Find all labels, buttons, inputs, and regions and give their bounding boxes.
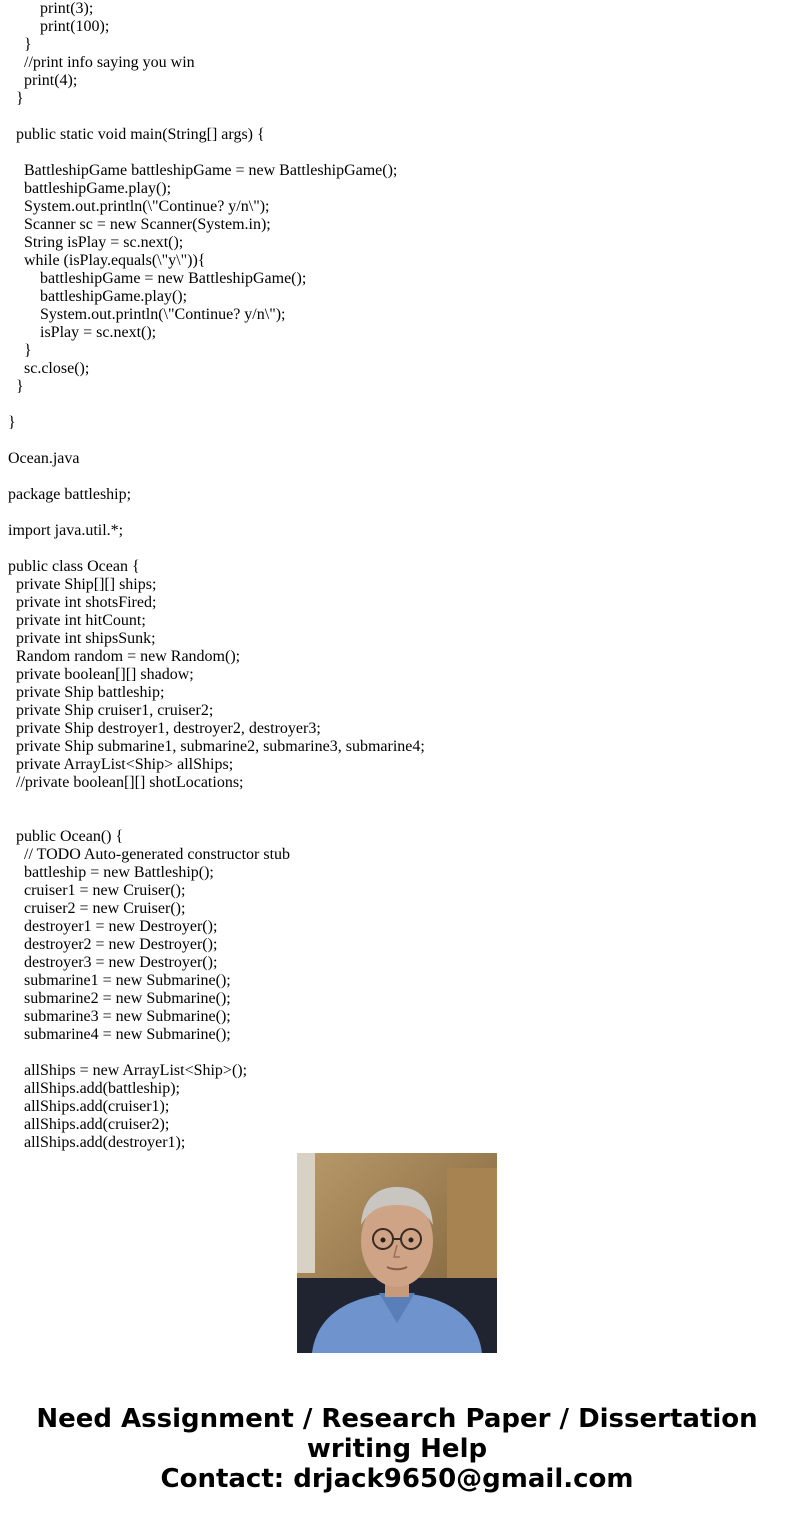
code-line: battleship = new Battleship(); (8, 864, 214, 881)
code-line: // TODO Auto-generated constructor stub (8, 846, 291, 863)
code-line: } (8, 342, 32, 359)
code-line: destroyer2 = new Destroyer(); (8, 936, 218, 953)
code-line: print(3); (8, 0, 94, 17)
code-line: } (8, 36, 32, 53)
promo-line-1: Need Assignment / Research Paper / Dissertation (36, 1404, 758, 1434)
code-line: System.out.println(\"Continue? y/n\"); (8, 306, 286, 323)
code-line: System.out.println(\"Continue? y/n\"); (8, 198, 270, 215)
code-line: private ArrayList<Ship> allShips; (8, 756, 234, 773)
code-line: private int shipsSunk; (8, 630, 156, 647)
promo-line-2: writing Help (306, 1434, 488, 1464)
code-line: allShips.add(battleship); (8, 1080, 180, 1097)
author-avatar (297, 1153, 497, 1353)
code-line: Random random = new Random(); (8, 648, 241, 665)
code-line: allShips.add(cruiser2); (8, 1116, 170, 1133)
code-line: print(4); (8, 72, 78, 89)
code-line: submarine3 = new Submarine(); (8, 1008, 231, 1025)
code-line: } (8, 378, 24, 395)
code-line: battleshipGame.play(); (8, 288, 188, 305)
code-line: submarine2 = new Submarine(); (8, 990, 231, 1007)
code-line: allShips = new ArrayList<Ship>(); (8, 1062, 248, 1079)
code-line: destroyer3 = new Destroyer(); (8, 954, 218, 971)
code-line: Scanner sc = new Scanner(System.in); (8, 216, 271, 233)
code-line: print(100); (8, 18, 110, 35)
code-line: public Ocean() { (8, 828, 124, 845)
code-line: sc.close(); (8, 360, 90, 377)
code-line: private Ship cruiser1, cruiser2; (8, 702, 214, 719)
code-line: //private boolean[][] shotLocations; (8, 774, 244, 791)
code-line: public static void main(String[] args) { (8, 126, 265, 143)
code-line: private Ship submarine1, submarine2, submarine3, submarine4; (8, 738, 425, 755)
code-line: battleshipGame.play(); (8, 180, 172, 197)
code-line: //print info saying you win (8, 54, 195, 71)
code-line: String isPlay = sc.next(); (8, 234, 184, 251)
code-line: private Ship[][] ships; (8, 576, 157, 593)
code-line: allShips.add(cruiser1); (8, 1098, 170, 1115)
code-line: } (8, 414, 16, 431)
code-line: cruiser1 = new Cruiser(); (8, 882, 186, 899)
code-line: private int shotsFired; (8, 594, 157, 611)
code-line: private Ship battleship; (8, 684, 165, 701)
code-line: } (8, 90, 24, 107)
code-line: private Ship destroyer1, destroyer2, destroyer3; (8, 720, 321, 737)
code-line: cruiser2 = new Cruiser(); (8, 900, 186, 917)
promo-line-3: Contact: drjack9650@gmail.com (160, 1464, 634, 1494)
code-line: isPlay = sc.next(); (8, 324, 157, 341)
code-line: private int hitCount; (8, 612, 146, 629)
promo-banner (0, 1404, 794, 1494)
code-line: Ocean.java (8, 450, 80, 467)
code-line: import java.util.*; (8, 522, 124, 539)
code-line: submarine4 = new Submarine(); (8, 1026, 231, 1043)
person-photo-icon (297, 1153, 497, 1353)
code-line: while (isPlay.equals(\"y\")){ (8, 252, 206, 269)
code-line: package battleship; (8, 486, 132, 503)
code-line: battleshipGame = new BattleshipGame(); (8, 270, 307, 287)
code-line: public class Ocean { (8, 558, 140, 575)
code-line: submarine1 = new Submarine(); (8, 972, 231, 989)
code-line: BattleshipGame battleshipGame = new BattleshipGame(); (8, 162, 398, 179)
code-line: allShips.add(destroyer1); (8, 1134, 186, 1151)
code-line: private boolean[][] shadow; (8, 666, 194, 683)
code-line: destroyer1 = new Destroyer(); (8, 918, 218, 935)
